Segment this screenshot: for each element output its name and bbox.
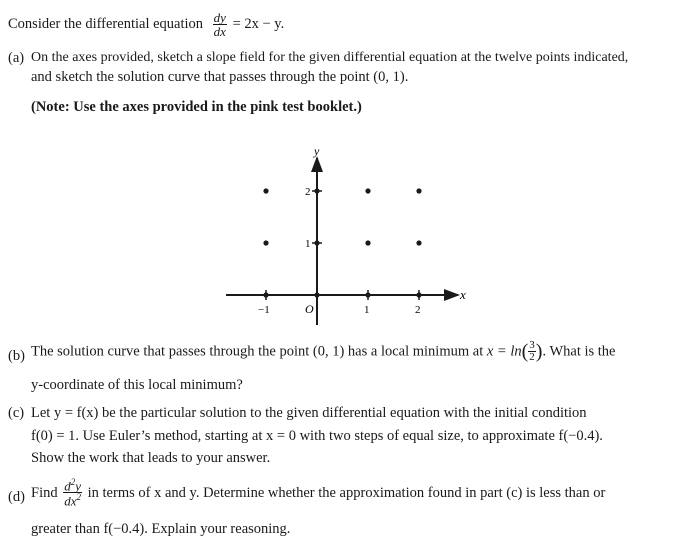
part-c-label: (c) (8, 405, 25, 421)
grid-points (263, 188, 421, 297)
x-tick-label-2: 2 (415, 304, 421, 316)
x-axis-label: x (460, 287, 466, 302)
three-halves-fraction (528, 340, 536, 363)
grid-point (314, 188, 319, 193)
d2y-dx2-fraction (63, 478, 82, 508)
left-paren: ( (521, 340, 529, 363)
header-intro: Consider the differential equation (8, 15, 204, 32)
part-c-line2: f(0) = 1. Use Euler’s method, starting at x = 0 with two steps of equal size, to approximate f(−0.4). (31, 428, 603, 444)
y-tick-label-1: 1 (305, 238, 311, 250)
x-tick-label-neg1: −1 (258, 304, 270, 316)
grid-point (314, 292, 319, 297)
part-d-line2: greater than f(−0.4). Explain your reasoning. (31, 521, 291, 537)
grid-point (416, 240, 421, 245)
y-tick-label-2: 2 (305, 186, 311, 198)
y-letter: y (75, 478, 81, 494)
grid-point (263, 240, 268, 245)
part-c-line3: Show the work that leads to your answer. (31, 450, 271, 466)
part-b-line1 (31, 340, 615, 363)
sup-2: 2 (70, 477, 76, 487)
frac-num-3: 3 (529, 339, 535, 351)
d2y-numerator (63, 478, 82, 493)
dx-letters: dx (64, 493, 77, 509)
dy-numerator: dy (213, 10, 226, 25)
dx2-denominator (63, 493, 82, 507)
grid-point (416, 292, 421, 297)
right-paren: ) (535, 340, 543, 363)
part-d-text1: in terms of x and y. Determine whether the approximation found in part (c) is less than or (87, 484, 606, 501)
part-c-line1: Let y = f(x) be the particular solution to the given differential equation with the initial condition (31, 405, 587, 421)
part-b-text2: . What is the (542, 343, 616, 360)
grid-point (365, 292, 370, 297)
origin-label: O (305, 302, 314, 316)
x-tick-label-1: 1 (364, 304, 370, 316)
part-b-eq: x = ln (486, 343, 522, 360)
part-d-find: Find (31, 484, 58, 501)
dx-denominator: dx (213, 24, 226, 39)
grid-point (314, 240, 319, 245)
part-b-label: (b) (8, 348, 25, 364)
d-letter: d (64, 478, 71, 494)
grid-point (365, 188, 370, 193)
frac-den-2: 2 (529, 351, 535, 363)
part-a-line2: and sketch the solution curve that passes through the point (0, 1). (31, 69, 409, 85)
part-d-label: (d) (8, 489, 25, 505)
header-rhs: = 2x − y. (232, 15, 285, 32)
grid-point (365, 240, 370, 245)
grid-point (263, 188, 268, 193)
y-axis-label: y (314, 144, 320, 158)
sup-2-den: 2 (76, 492, 81, 503)
part-d-line1 (31, 478, 605, 508)
part-a-label: (a) (8, 50, 25, 66)
part-a-line1: On the axes provided, sketch a slope field for the given differential equation at the twelve points indicated, (31, 50, 629, 65)
part-b-text1: The solution curve that passes through the point (0, 1) has a local minimum at (31, 343, 484, 360)
part-b-line2: y-coordinate of this local minimum? (31, 377, 243, 393)
part-a-note: (Note: Use the axes provided in the pink test booklet.) (31, 99, 362, 115)
grid-point (263, 292, 268, 297)
grid-point (416, 188, 421, 193)
